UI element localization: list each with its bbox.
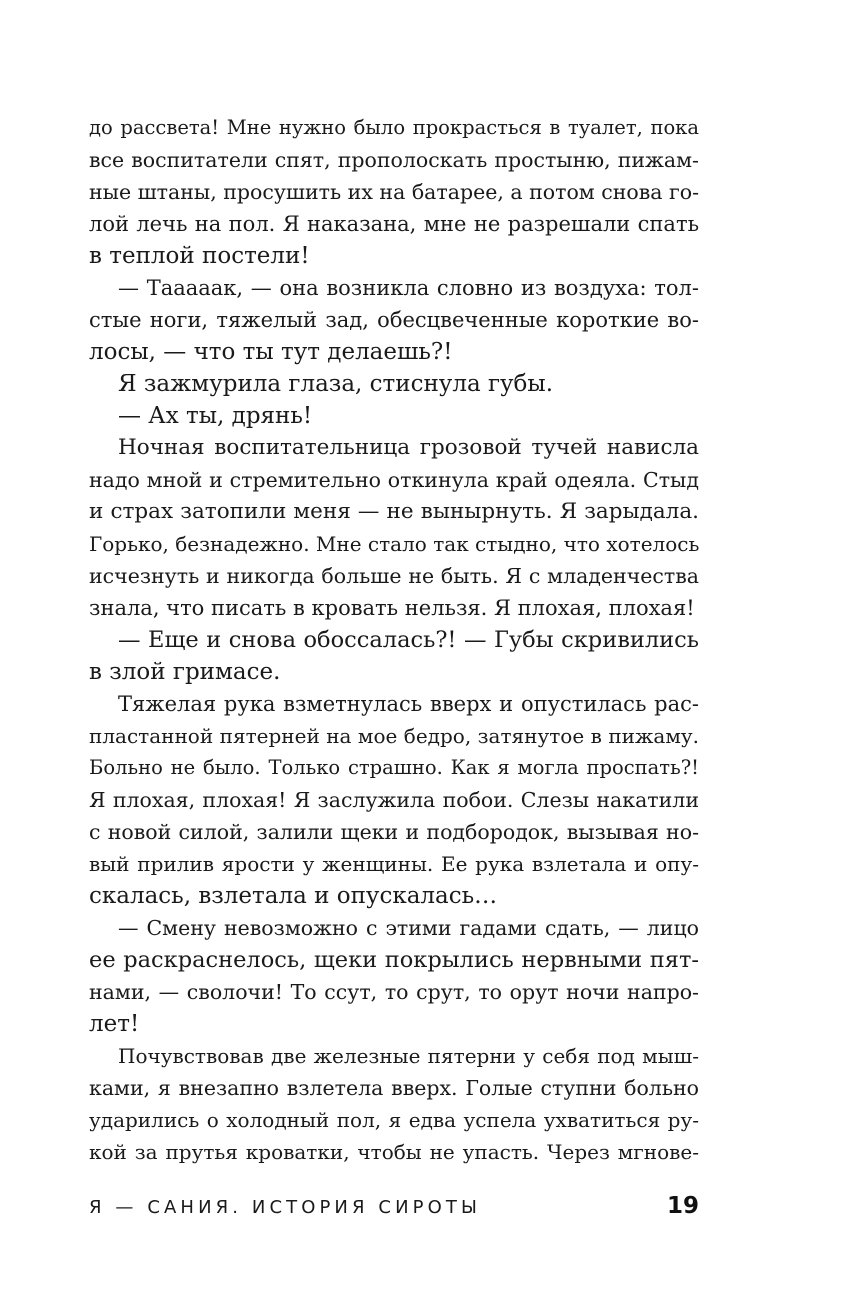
text-line: Горько, безнадежно. Мне стало так стыдно, что хотелось [89,532,699,556]
text-line: Я зажмурила глаза, стиснула губы. [118,371,554,397]
text-line: — Смену невозможно с этими гадами сдать, — лицо [118,916,699,940]
text-line: ками, я внезапно взлетела вверх. Голые ступни больно [89,1076,699,1100]
text-line: знала, что писать в кровать нельзя. Я плохая, плохая! [89,596,695,620]
text-line: кой за прутья кроватки, чтобы не упасть. Через мгнове- [89,1140,699,1164]
text-line: с новой силой, залили щеки и подбородок, вызывая но- [89,820,699,844]
text-line: — Еще и снова обоссалась?! — Губы скривились [118,627,699,653]
text-line: надо мной и стремительно откинула край одеяла. Стыд [89,468,699,492]
body-text [89,112,699,1168]
text-line: Ночная воспитательница грозовой тучей нависла [118,435,699,460]
text-line: до рассвета! Мне нужно было прокрасться в туалет, пока [89,116,699,139]
text-line: все воспитатели спят, прополоскать простыню, пижам- [89,148,699,172]
text-line: лет! [89,1011,140,1037]
text-line: в злой гримасе. [89,659,281,685]
text-line: стые ноги, тяжелый зад, обесцвеченные короткие во- [89,308,699,332]
text-line: Тяжелая рука взметнулась вверх и опустилась рас- [118,692,699,716]
text-line: ее раскраснелось, щеки покрылись нервными пят- [89,947,699,973]
text-line: Больно не было. Только страшно. Как я могла проспать?! [89,756,699,779]
text-line: — Таааaак, — она возникла словно из воздуха: тол- [118,276,699,300]
text-line: ударились о холодный пол, я едва успела ухватиться ру- [89,1108,699,1132]
text-line: Почувствовав две железные пятерни у себя под мыш- [118,1044,699,1068]
page-number: 19 [666,1193,699,1219]
running-title: Я — САНИЯ. ИСТОРИЯ СИРОТЫ [89,1197,481,1218]
text-line: пластанной пятерней на мое бедро, затянутое в пижаму. [89,724,699,748]
text-line: ные штаны, просушить их на батарее, а потом снова го- [89,180,699,204]
page-footer [89,1193,699,1225]
text-line: лой лечь на пол. Я наказана, мне не разрешали спать [89,212,699,236]
text-line: скалась, взлетала и опускалась… [89,883,498,909]
text-line: и страх затопили меня — не вынырнуть. Я зарыдала. [89,499,699,524]
text-line: исчезнуть и никогда больше не быть. Я с младенчества [89,564,699,588]
text-line: в теплой постели! [89,243,310,269]
text-line: лосы, — что ты тут делаешь?! [89,339,453,365]
text-line: нами, — сволочи! То ссут, то срут, то орут ночи напро- [89,980,699,1004]
text-line: — Ах ты, дрянь! [118,403,313,429]
text-line: Я плохая, плохая! Я заслужила побои. Слезы накатили [89,788,699,812]
text-line: вый прилив ярости у женщины. Ее рука взлетала и опу- [89,852,699,876]
